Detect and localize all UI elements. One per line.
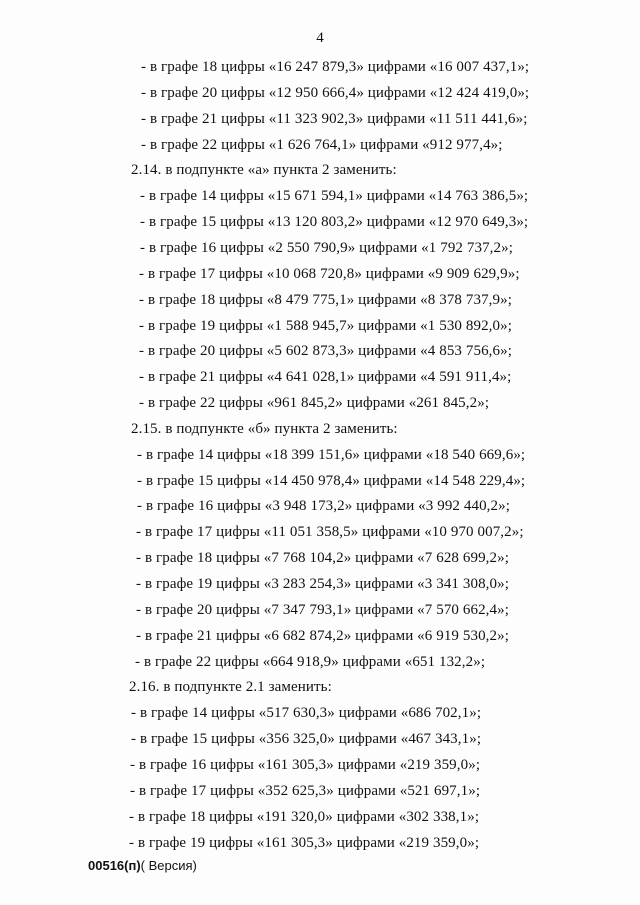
text-line: - в графе 18 цифры «8 479 775,1» цифрами «8 378 737,9»; <box>139 292 512 308</box>
text-line: - в графе 14 цифры «18 399 151,6» цифрами «18 540 669,6»; <box>137 447 526 463</box>
text-line: - в графе 15 цифры «14 450 978,4» цифрами «14 548 229,4»; <box>137 473 526 489</box>
text-line: - в графе 18 цифры «7 768 104,2» цифрами «7 628 699,2»; <box>136 550 509 566</box>
text-line: - в графе 20 цифры «5 602 873,3» цифрами «4 853 756,6»; <box>139 343 512 359</box>
document-code: 00516(п) <box>88 858 141 873</box>
text-line: - в графе 20 цифры «7 347 793,1» цифрами «7 570 662,4»; <box>136 602 509 618</box>
text-line: - в графе 22 цифры «1 626 764,1» цифрами «912 977,4»; <box>141 137 503 153</box>
page-number: 4 <box>316 30 324 46</box>
section-heading: 2.15. в подпункте «б» пункта 2 заменить: <box>131 421 398 437</box>
text-line: - в графе 14 цифры «517 630,3» цифрами «686 702,1»; <box>131 705 482 721</box>
text-line: - в графе 22 цифры «664 918,9» цифрами «651 132,2»; <box>135 654 486 670</box>
text-line: - в графе 17 цифры «11 051 358,5» цифрами «10 970 007,2»; <box>136 524 524 540</box>
text-line: - в графе 16 цифры «2 550 790,9» цифрами «1 792 737,2»; <box>140 240 513 256</box>
text-line: - в графе 21 цифры «4 641 028,1» цифрами «4 591 911,4»; <box>139 369 512 385</box>
version-label: ( Версия) <box>140 858 197 873</box>
text-line: - в графе 21 цифры «11 323 902,3» цифрами «11 511 441,6»; <box>141 111 528 127</box>
text-line: - в графе 22 цифры «961 845,2» цифрами «261 845,2»; <box>139 395 490 411</box>
text-line: - в графе 19 цифры «161 305,3» цифрами «219 359,0»; <box>129 835 480 851</box>
section-heading: 2.14. в подпункте «а» пункта 2 заменить: <box>131 162 397 178</box>
text-line: - в графе 16 цифры «161 305,3» цифрами «219 359,0»; <box>130 757 481 773</box>
section-heading: 2.16. в подпункте 2.1 заменить: <box>129 679 332 695</box>
text-line: - в графе 16 цифры «3 948 173,2» цифрами «3 992 440,2»; <box>137 498 510 514</box>
text-line: - в графе 14 цифры «15 671 594,1» цифрами «14 763 386,5»; <box>140 188 529 204</box>
text-line: - в графе 15 цифры «13 120 803,2» цифрами «12 970 649,3»; <box>140 214 529 230</box>
text-line: - в графе 18 цифры «16 247 879,3» цифрами «16 007 437,1»; <box>141 59 530 75</box>
text-line: - в графе 19 цифры «3 283 254,3» цифрами «3 341 308,0»; <box>136 576 509 592</box>
text-line: - в графе 21 цифры «6 682 874,2» цифрами «6 919 530,2»; <box>136 628 509 644</box>
text-line: - в графе 17 цифры «10 068 720,8» цифрами «9 909 629,9»; <box>139 266 520 282</box>
text-line: - в графе 15 цифры «356 325,0» цифрами «467 343,1»; <box>131 731 482 747</box>
document-footer <box>88 858 197 873</box>
text-line: - в графе 19 цифры «1 588 945,7» цифрами «1 530 892,0»; <box>139 318 512 334</box>
text-line: - в графе 20 цифры «12 950 666,4» цифрами «12 424 419,0»; <box>141 85 530 101</box>
text-line: - в графе 17 цифры «352 625,3» цифрами «521 697,1»; <box>130 783 481 799</box>
text-line: - в графе 18 цифры «191 320,0» цифрами «302 338,1»; <box>129 809 480 825</box>
